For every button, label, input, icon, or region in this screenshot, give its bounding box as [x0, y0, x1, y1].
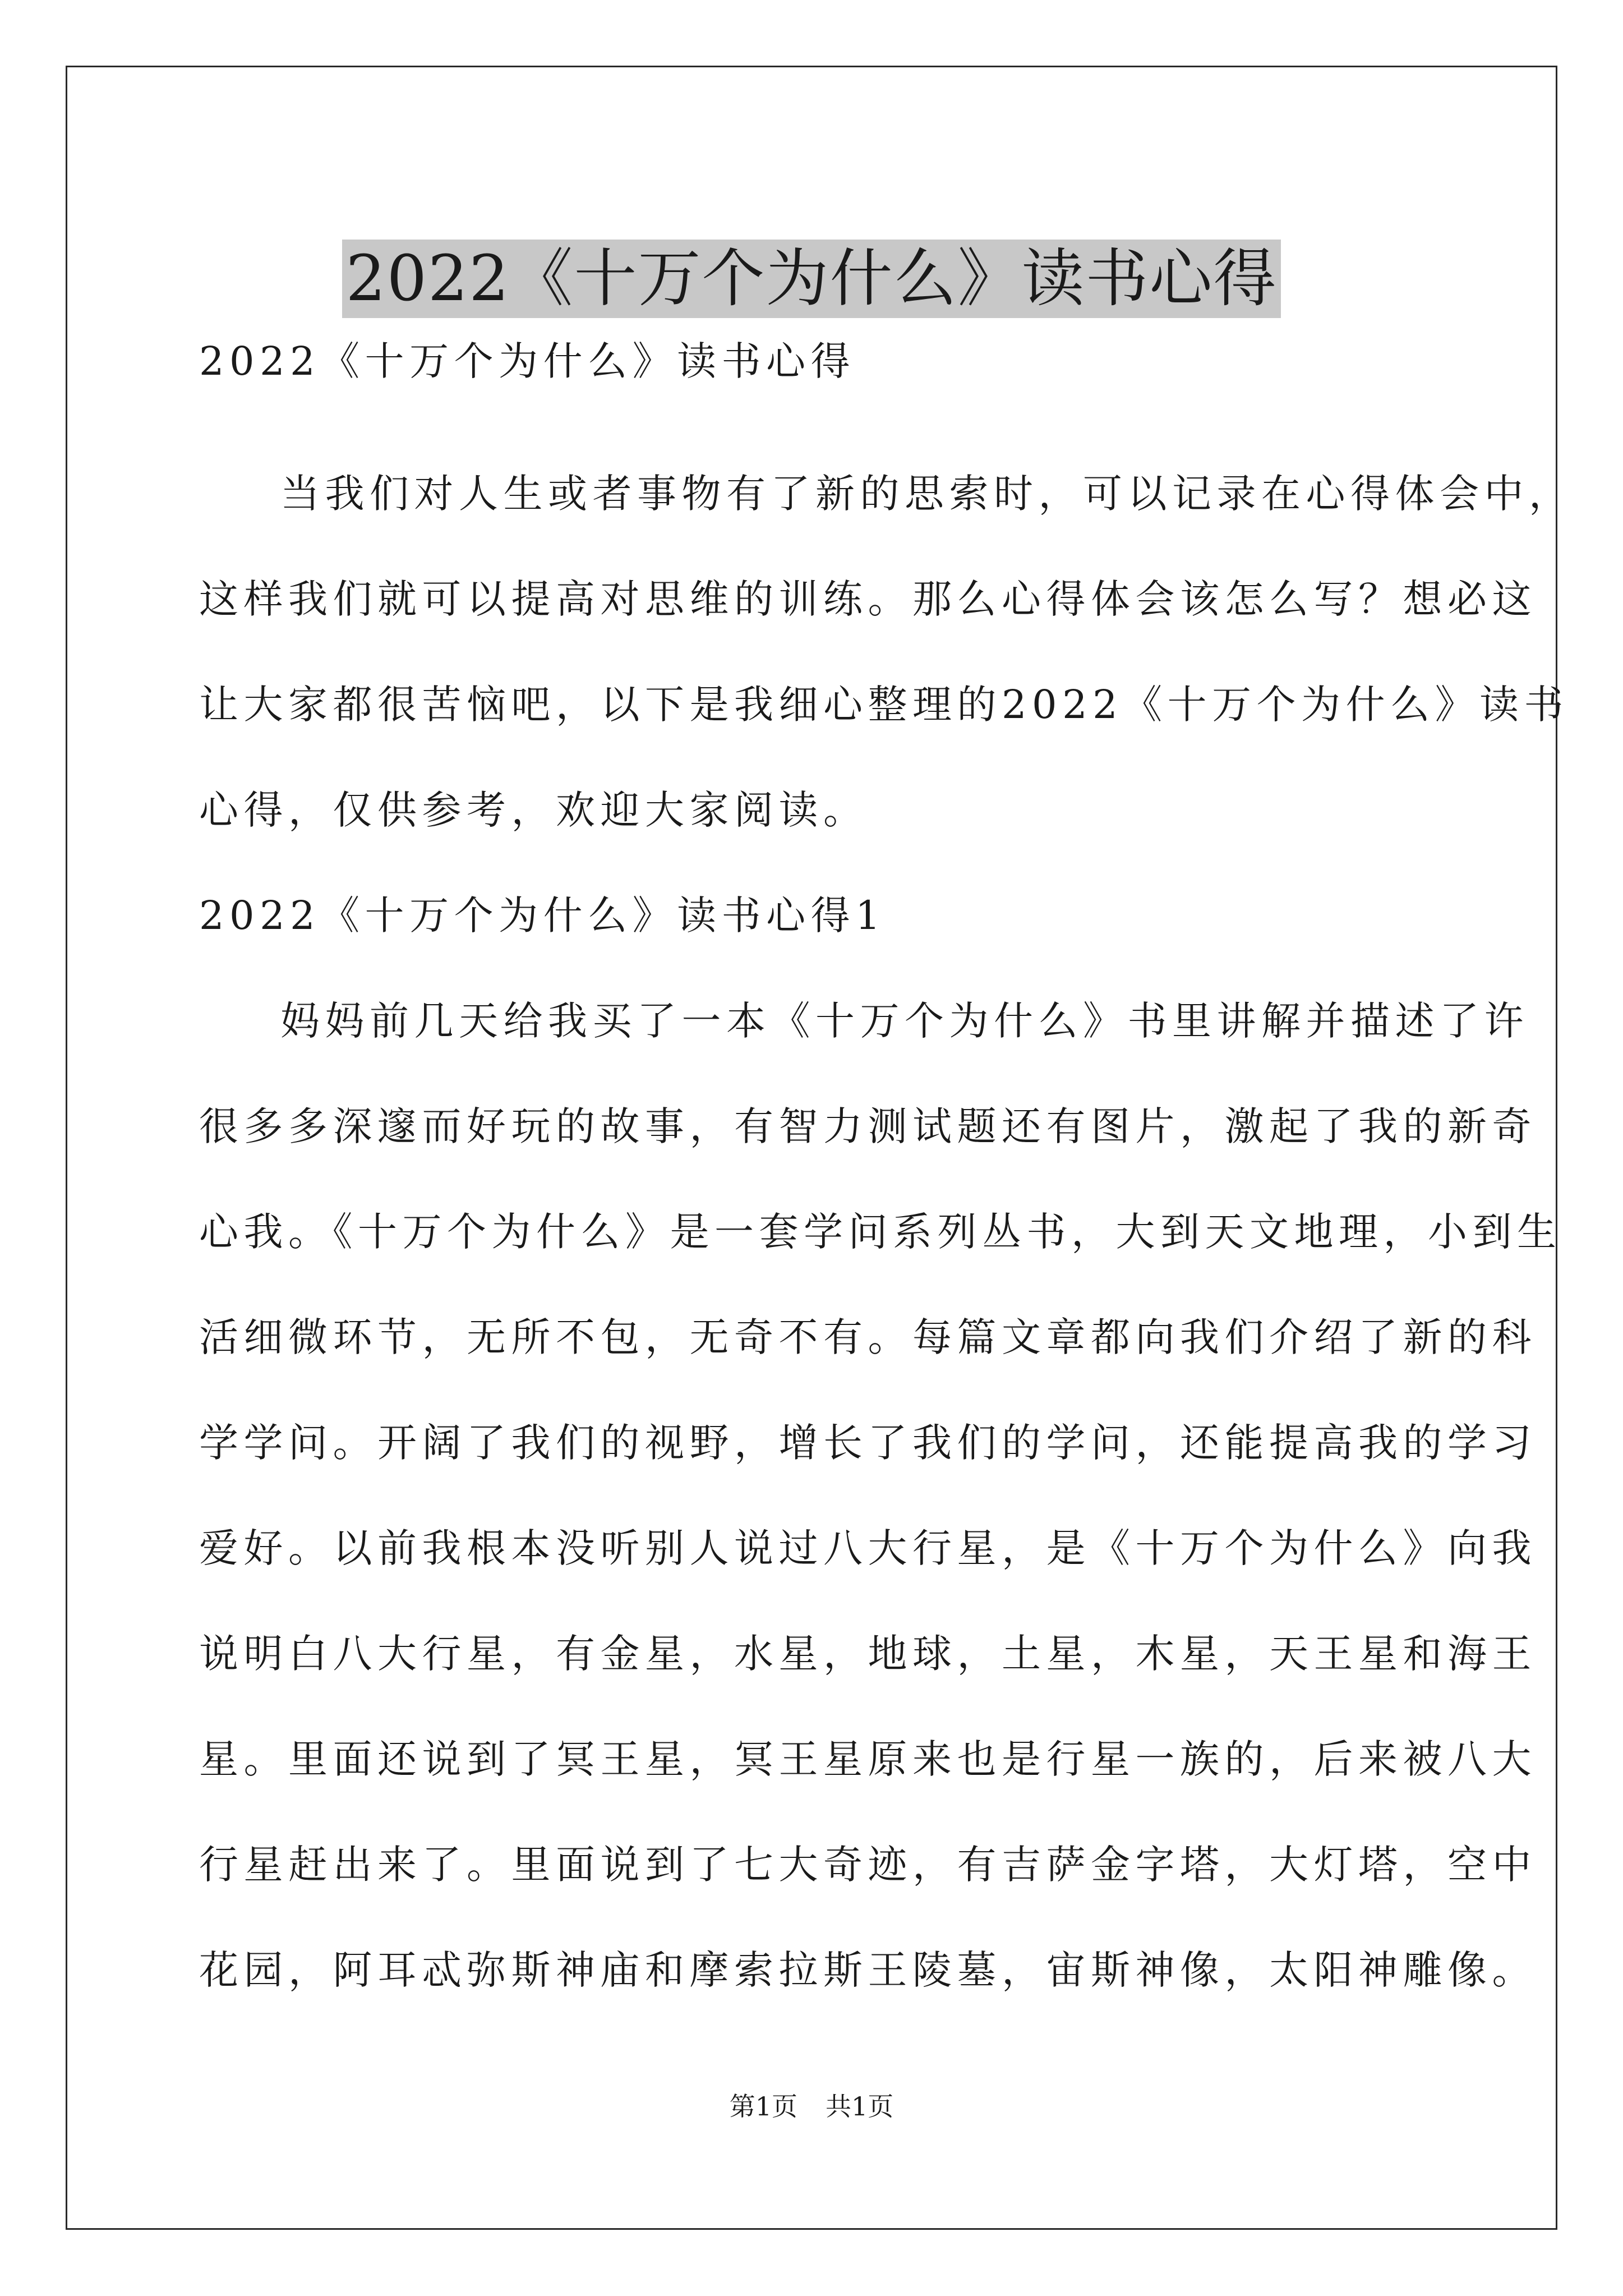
page-total: 共1页	[826, 2091, 894, 2122]
body-line-10: 花园，阿耳忒弥斯神庙和摩索拉斯王陵墓，宙斯神像，太阳神雕像。	[199, 1947, 1537, 1993]
body-line-1: 妈妈前几天给我买了一本《十万个为什么》书里讲解并描述了许	[280, 998, 1529, 1044]
page-footer	[0, 2090, 1623, 2123]
intro-line-4: 心得，仅供参考，欢迎大家阅读。	[199, 787, 868, 833]
intro-line-1: 当我们对人生或者事物有了新的思索时，可以记录在心得体会中，	[280, 471, 1574, 517]
section-heading: 2022《十万个为什么》读书心得1	[199, 892, 886, 938]
body-line-4: 活细微环节，无所不包，无奇不有。每篇文章都向我们介绍了新的科	[199, 1314, 1537, 1360]
body-line-9: 行星赶出来了。里面说到了七大奇迹，有吉萨金字塔，大灯塔，空中	[199, 1842, 1537, 1888]
intro-line-2: 这样我们就可以提高对思维的训练。那么心得体会该怎么写？想必这	[199, 576, 1537, 622]
body-line-2: 很多多深邃而好玩的故事，有智力测试题还有图片，激起了我的新奇	[199, 1103, 1537, 1149]
body-line-3: 心我。《十万个为什么》是一套学问系列丛书，大到天文地理，小到生	[199, 1209, 1562, 1255]
document-subtitle: 2022《十万个为什么》读书心得	[199, 338, 856, 384]
body-line-5: 学学问。开阔了我们的视野，增长了我们的学问，还能提高我的学习	[199, 1420, 1537, 1466]
document-title: 2022《十万个为什么》读书心得	[342, 240, 1280, 318]
body-line-6: 爱好。以前我根本没听别人说过八大行星，是《十万个为什么》向我	[199, 1525, 1537, 1571]
body-line-8: 星。里面还说到了冥王星，冥王星原来也是行星一族的，后来被八大	[199, 1736, 1537, 1782]
body-line-7: 说明白八大行星，有金星，水星，地球，土星，木星，天王星和海王	[199, 1631, 1537, 1677]
page-number: 第1页	[729, 2091, 797, 2122]
intro-line-3: 让大家都很苦恼吧，以下是我细心整理的2022《十万个为什么》读书	[199, 682, 1569, 728]
